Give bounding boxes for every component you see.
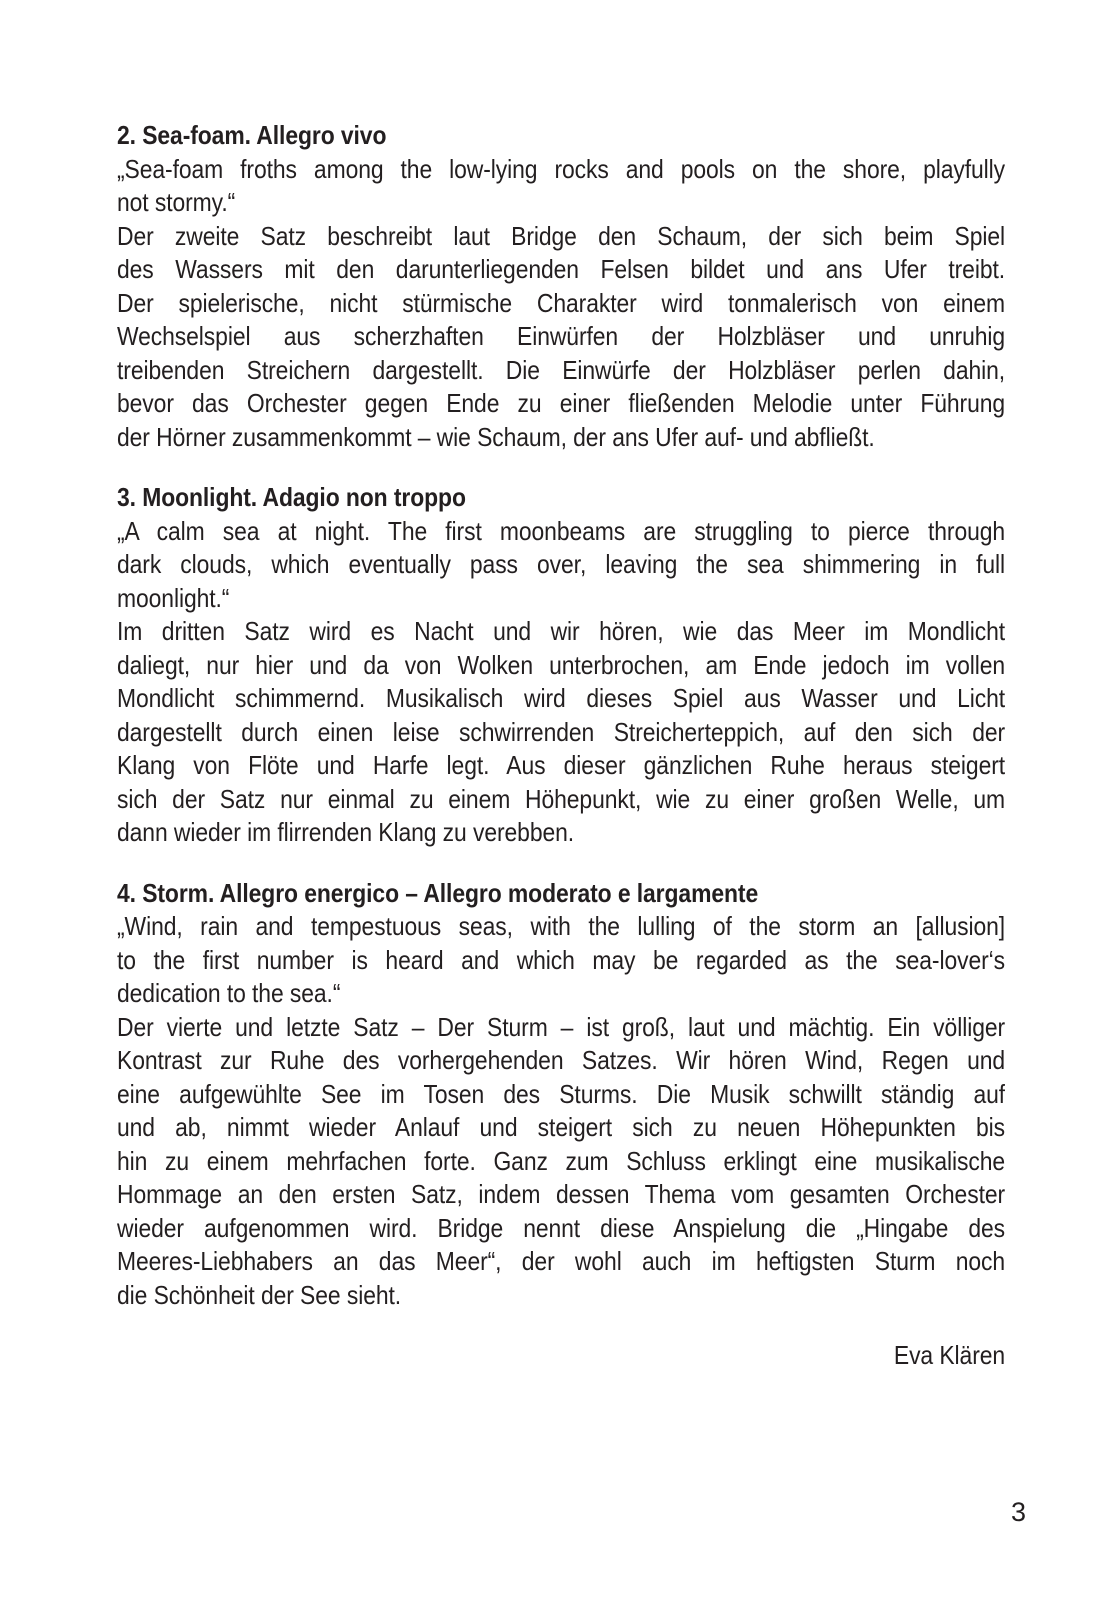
text-line — [117, 515, 1005, 549]
text-line-content: „A calm sea at night. The first moonbeams are struggling to pierce through — [117, 515, 1005, 546]
text-line-content: „Wind, rain and tempestuous seas, with the lulling of the storm an [allusion] — [117, 911, 1005, 941]
text-line-content: Der vierte und letzte Satz – Der Sturm – ist groß, laut und mächtig. Ein völliger — [117, 1011, 1005, 1042]
text-line — [117, 1078, 1005, 1112]
text-line-content: Der zweite Satz beschreibt laut Bridge den Schaum, der sich beim Spiel — [117, 220, 1005, 251]
text-line-content: dargestellt durch einen leise schwirrenden Streicherteppich, auf den sich der — [117, 716, 1005, 747]
movement-section — [117, 877, 1005, 1313]
text-line — [117, 615, 1005, 649]
text-line — [117, 186, 1005, 220]
page-number: 3 — [1010, 1497, 1026, 1527]
text-line-content: dann wieder im flirrenden Klang zu verebben. — [117, 817, 575, 847]
movement-heading — [117, 877, 1005, 911]
text-line-content: und ab, nimmt wieder Anlauf und steigert sich zu neuen Höhepunkten bis — [117, 1112, 1005, 1142]
text-line-content: to the first number is heard and which may be regarded as the sea-lover‘s — [117, 944, 1005, 975]
text-line-content: treibenden Streichern dargestellt. Die Einwürfe der Holzbläser perlen dahin, — [117, 354, 1005, 385]
movement-heading-text: 4. Storm. Allegro energico – Allegro moderato e largamente — [117, 877, 759, 908]
text-line-content: moonlight.“ — [117, 582, 230, 613]
text-line-content: des Wassers mit den darunterliegenden Felsen bildet und ans Ufer treibt. — [117, 254, 1005, 284]
movement-heading-text: 2. Sea-foam. Allegro vivo — [117, 120, 387, 150]
text-line — [117, 1279, 1005, 1313]
text-line — [117, 783, 1005, 817]
author-signature-text: Eva Klären — [893, 1340, 1006, 1370]
movement-section — [117, 481, 1005, 850]
text-line — [117, 1145, 1005, 1179]
text-line-content: die Schönheit der See sieht. — [117, 1279, 402, 1310]
text-line — [117, 649, 1005, 683]
text-line — [117, 354, 1005, 388]
text-line-content: not stormy.“ — [117, 187, 236, 217]
text-line-content: dark clouds, which eventually pass over, leaving the sea shimmering in full — [117, 549, 1005, 579]
text-line — [117, 1178, 1005, 1212]
text-line — [117, 910, 1005, 944]
text-line — [117, 1245, 1005, 1279]
text-line-content: bevor das Orchester gegen Ende zu einer fließenden Melodie unter Führung — [117, 388, 1005, 418]
text-line — [117, 716, 1005, 750]
text-line-content: Meeres-Liebhabers an das Meer“, der wohl auch im heftigsten Sturm noch — [117, 1246, 1005, 1276]
text-line-content: Mondlicht schimmernd. Musikalisch wird dieses Spiel aus Wasser und Licht — [117, 683, 1005, 713]
text-line — [117, 582, 1005, 616]
text-line-content: sich der Satz nur einmal zu einem Höhepunkt, wie zu einer großen Welle, um — [117, 783, 1005, 814]
text-line-content: Der spielerische, nicht stürmische Charakter wird tonmalerisch von einem — [117, 287, 1005, 318]
text-line — [117, 1111, 1005, 1145]
text-line-content: wieder aufgenommen wird. Bridge nennt diese Anspielung die „Hingabe des — [117, 1212, 1005, 1243]
text-line — [117, 816, 1005, 850]
text-line — [117, 1044, 1005, 1078]
text-line — [117, 682, 1005, 716]
text-line-content: daliegt, nur hier und da von Wolken unterbrochen, am Ende jedoch im vollen — [117, 649, 1005, 680]
text-line-content: Kontrast zur Ruhe des vorhergehenden Satzes. Wir hören Wind, Regen und — [117, 1045, 1005, 1075]
movement-heading — [117, 481, 1005, 515]
text-line — [117, 287, 1005, 321]
movement-heading — [117, 119, 1005, 153]
text-line — [117, 977, 1005, 1011]
text-line-content: eine aufgewühlte See im Tosen des Sturms. Die Musik schwillt ständig auf — [117, 1078, 1005, 1109]
text-line-content: hin zu einem mehrfachen forte. Ganz zum Schluss erklingt eine musikalische — [117, 1145, 1005, 1176]
text-line — [117, 387, 1005, 421]
text-line — [117, 220, 1005, 254]
text-line — [117, 421, 1005, 455]
movement-section — [117, 119, 1005, 454]
author-signature — [117, 1339, 1005, 1373]
text-line — [117, 944, 1005, 978]
text-line-content: Im dritten Satz wird es Nacht und wir hören, wie das Meer im Mondlicht — [117, 616, 1005, 646]
text-line — [117, 548, 1005, 582]
sections — [117, 119, 1005, 1312]
text-line-content: dedication to the sea.“ — [117, 978, 341, 1008]
text-line — [117, 253, 1005, 287]
text-line — [117, 749, 1005, 783]
text-line-content: Klang von Flöte und Harfe legt. Aus dieser gänzlichen Ruhe heraus steigert — [117, 750, 1005, 780]
text-line — [117, 1212, 1005, 1246]
text-block — [117, 119, 1005, 1373]
text-line — [117, 320, 1005, 354]
text-line — [117, 153, 1005, 187]
text-line-content: der Hörner zusammenkommt – wie Schaum, der ans Ufer auf- und abfließt. — [117, 421, 875, 452]
text-line-content: Wechselspiel aus scherzhaften Einwürfen der Holzbläser und unruhig — [117, 321, 1005, 351]
movement-heading-text: 3. Moonlight. Adagio non troppo — [117, 482, 466, 512]
text-line-content: „Sea-foam froths among the low-lying rocks and pools on the shore, playfully — [117, 153, 1005, 184]
text-line — [117, 1011, 1005, 1045]
text-line-content: Hommage an den ersten Satz, indem dessen Thema vom gesamten Orchester — [117, 1179, 1005, 1209]
